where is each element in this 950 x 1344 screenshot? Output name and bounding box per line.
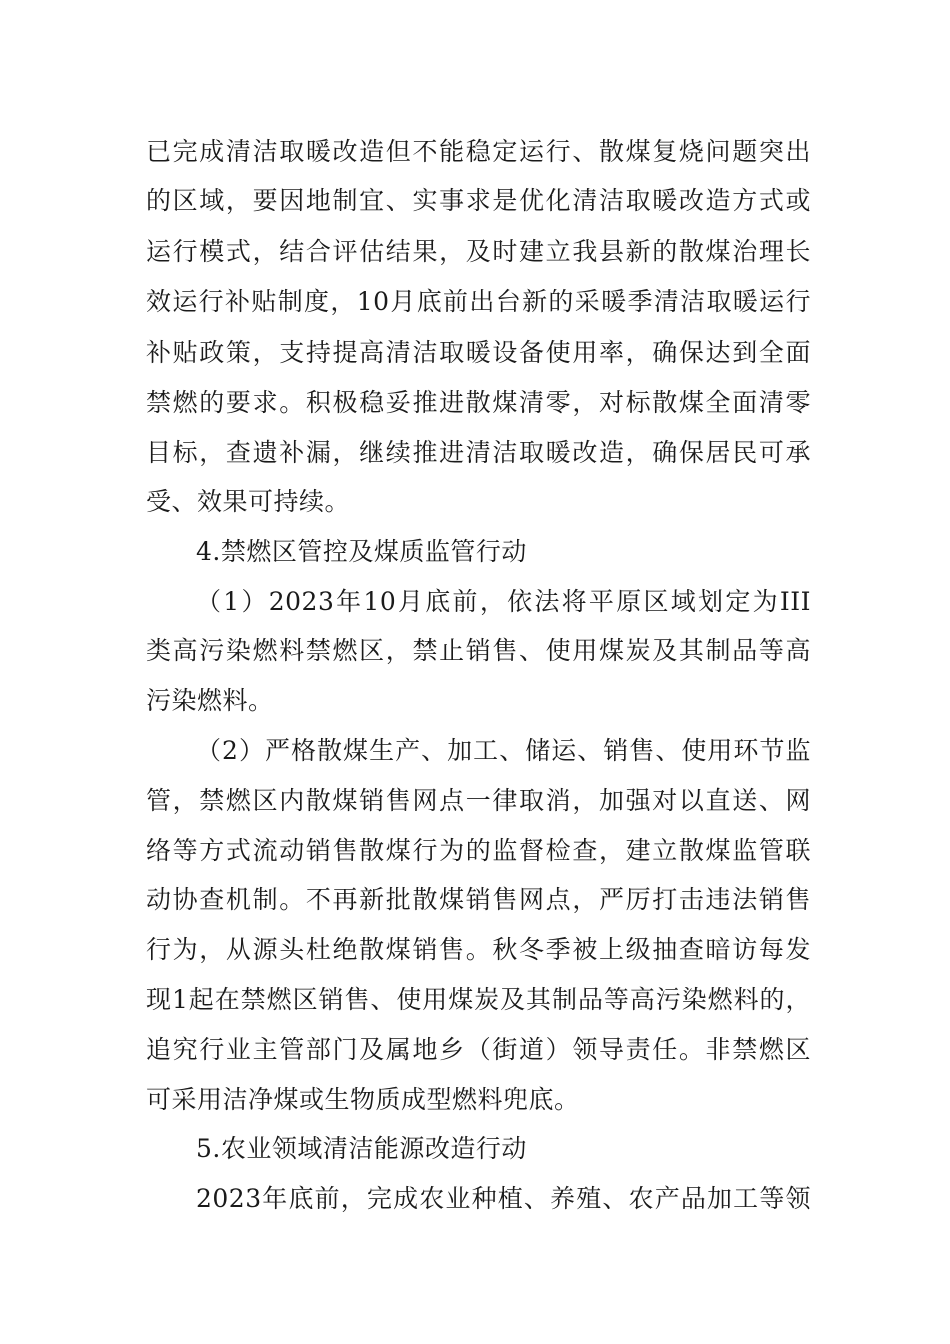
text-line: 2023年底前，完成农业种植、养殖、农产品加工等领 [196, 1184, 811, 1213]
section-heading: 4.禁燃区管控及煤质监管行动 [196, 537, 527, 566]
text-line: 已完成清洁取暖改造但不能稳定运行、散煤复烧问题突出 [146, 137, 811, 166]
text-line: 效运行补贴制度，10月底前出台新的采暖季清洁取暖运行 [146, 287, 811, 316]
text-line: 目标，查遗补漏，继续推进清洁取暖改造，确保居民可承 [146, 438, 811, 467]
text-line: 运行模式，结合评估结果，及时建立我县新的散煤治理长 [146, 237, 811, 266]
text-line: （2）严格散煤生产、加工、储运、销售、使用环节监 [196, 736, 811, 765]
text-line: 禁燃的要求。积极稳妥推进散煤清零，对标散煤全面清零 [146, 388, 811, 417]
text-line: 受、效果可持续。 [146, 487, 351, 516]
section-heading: 5.农业领域清洁能源改造行动 [196, 1134, 527, 1163]
text-line: 的区域，要因地制宜、实事求是优化清洁取暖改造方式或 [146, 186, 811, 215]
text-line: 可采用洁净煤或生物质成型燃料兜底。 [146, 1085, 580, 1114]
text-line: 动协查机制。不再新批散煤销售网点，严厉打击违法销售 [146, 885, 811, 914]
text-line: 类高污染燃料禁燃区，禁止销售、使用煤炭及其制品等高 [146, 636, 811, 665]
text-line: 管，禁燃区内散煤销售网点一律取消，加强对以直送、网 [146, 786, 811, 815]
text-line: 污染燃料。 [146, 686, 274, 715]
text-line: 追究行业主管部门及属地乡（街道）领导责任。非禁燃区 [146, 1035, 811, 1064]
text-line: （1）2023年10月底前，依法将平原区域划定为III [196, 587, 811, 616]
text-line: 现1起在禁燃区销售、使用煤炭及其制品等高污染燃料的， [146, 985, 811, 1014]
text-line: 补贴政策，支持提高清洁取暖设备使用率，确保达到全面 [146, 338, 811, 367]
text-line: 行为，从源头杜绝散煤销售。秋冬季被上级抽查暗访每发 [146, 935, 811, 964]
text-line: 络等方式流动销售散煤行为的监督检查，建立散煤监管联 [146, 836, 811, 865]
